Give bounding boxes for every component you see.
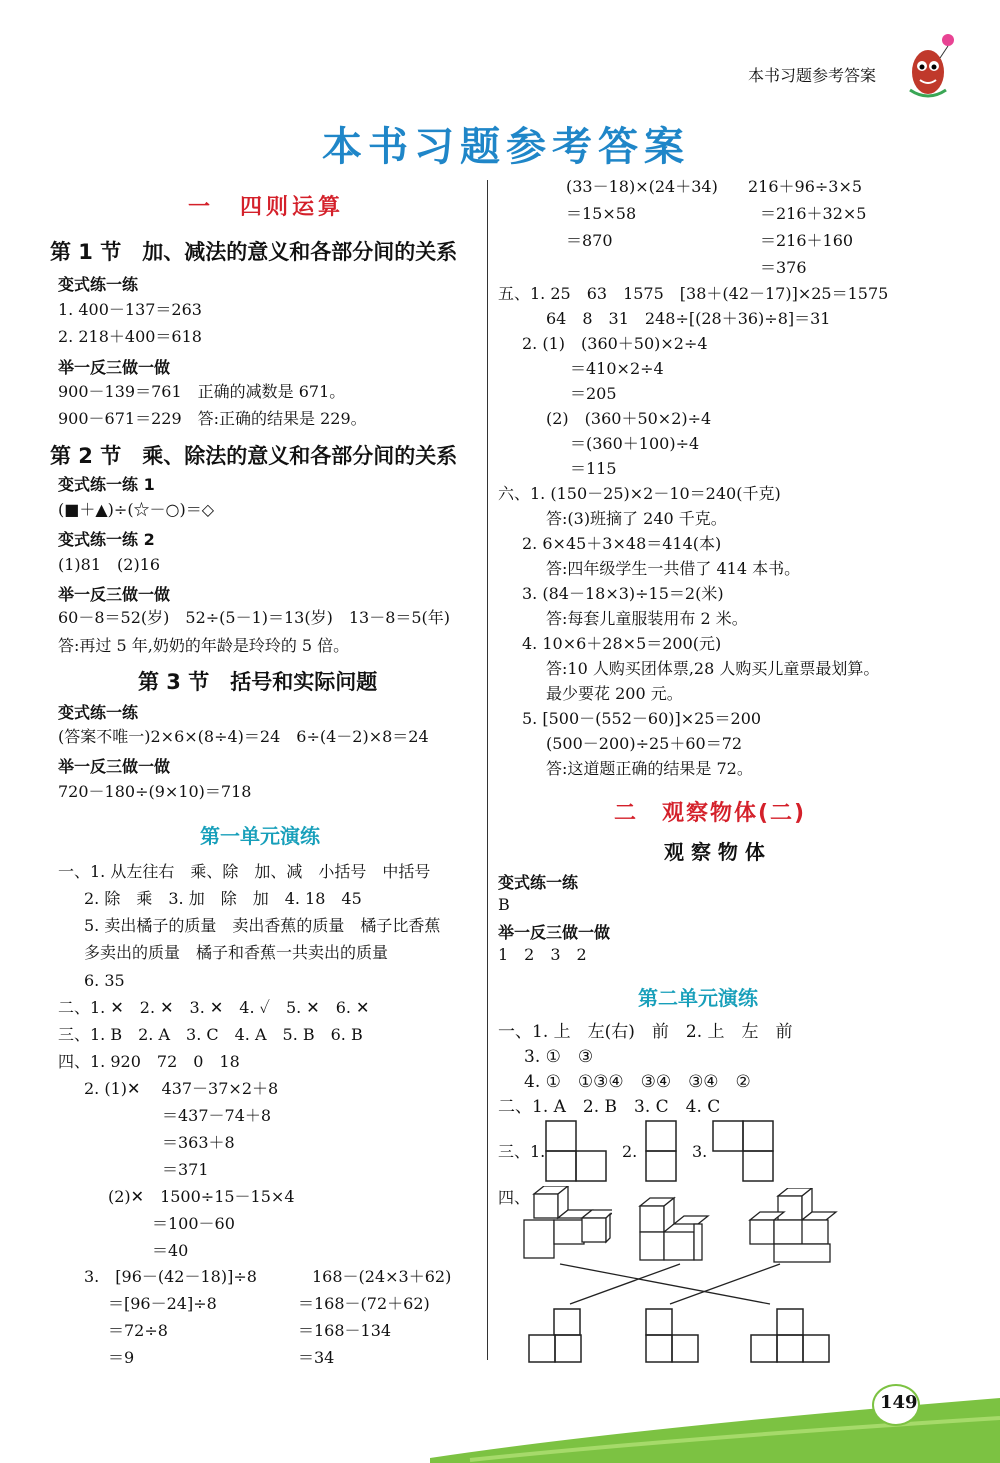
r-c3a: ＝870: [566, 231, 613, 250]
u1-row14: ＝100－60: [152, 1214, 235, 1233]
r-w4: ＝410×2÷4: [570, 359, 664, 378]
u2-row3: 4. ① ①③④ ③④ ③④ ②: [524, 1072, 751, 1092]
unit1-drill-heading: 第一单元演练: [200, 824, 320, 848]
r-c2b: ＝216＋32×5: [760, 204, 867, 223]
s2-label1: 变式练一练 1: [58, 475, 155, 494]
cube-stack-3: [748, 1188, 838, 1266]
r-w3: 2. (1) (360＋50)×2÷4: [522, 334, 708, 353]
section3-heading: 第 3 节 括号和实际问题: [138, 670, 378, 694]
r-w6: (2) (360＋50×2)÷4: [546, 409, 712, 428]
u1-row13: (2)✕ 1500÷15－15×4: [108, 1187, 295, 1206]
r-x10: 5. [500－(552－60)]×25＝200: [522, 709, 762, 728]
u2-row5: 三、1.: [498, 1142, 546, 1161]
r-x2: 答:(3)班摘了 240 千克。: [546, 509, 727, 528]
r-x12: 答:这道题正确的结果是 72。: [546, 759, 753, 778]
cube-stack-2: [638, 1196, 728, 1266]
r-c4b: ＝376: [760, 258, 807, 277]
u1-row18b: ＝168－134: [298, 1321, 392, 1340]
s1-label1: 变式练一练: [58, 275, 139, 294]
u2-row6: 2.: [622, 1142, 638, 1161]
obs-label1: 变式练一练: [498, 873, 579, 892]
u1-row3: 5. 卖出橘子的质量 卖出香蕉的质量 橘子比香蕉: [84, 916, 441, 935]
u1-row7: 三、1. B 2. A 3. C 4. A 5. B 6. B: [58, 1025, 363, 1044]
r-x3: 2. 6×45＋3×48＝414(本): [522, 534, 722, 553]
r-c3b: ＝216＋160: [760, 231, 854, 250]
u1-row16b: 168－(24×3＋62): [312, 1267, 452, 1286]
r-x6: 答:每套儿童服装用布 2 米。: [546, 609, 748, 628]
r-w7: ＝(360＋100)÷4: [570, 434, 700, 453]
running-title: 本书习题参考答案: [748, 66, 877, 85]
r-x4: 答:四年级学生一共借了 414 本书。: [546, 559, 801, 578]
bottom-view-2: [645, 1308, 727, 1364]
u1-row4: 多卖出的质量 橘子和香蕉一共卖出的质量: [84, 943, 389, 962]
u1-row15: ＝40: [152, 1241, 189, 1260]
s2-label2: 变式练一练 2: [58, 530, 155, 549]
s3-label1: 变式练一练: [58, 703, 139, 722]
r-x1: 六、1. (150－25)×2－10＝240(千克): [498, 484, 781, 503]
u1-row8: 四、1. 920 72 0 18: [58, 1052, 240, 1071]
s2-ans3: 60－8＝52(岁) 52÷(5－1)＝13(岁) 13－8＝5(年): [58, 608, 451, 627]
s2-label3: 举一反三做一做: [58, 585, 171, 604]
r-x7: 4. 10×6＋28×5＝200(元): [522, 634, 722, 653]
u1-row6: 二、1. ✕ 2. ✕ 3. ✕ 4. ✓ 5. ✕ 6. ✕: [58, 998, 370, 1017]
r-w8: ＝115: [570, 459, 617, 478]
r-w5: ＝205: [570, 384, 617, 403]
s3-ans1: (答案不唯一)2×6×(8÷4)＝24 6÷(4－2)×8＝24: [58, 727, 429, 746]
mascot-icon: [900, 30, 960, 100]
section2-heading: 第 2 节 乘、除法的意义和各部分间的关系: [50, 444, 458, 468]
s2-ans2: (1)81 (2)16: [58, 555, 161, 574]
section1-heading: 第 1 节 加、减法的意义和各部分间的关系: [50, 240, 458, 264]
r-x11: (500－200)÷25＋60＝72: [546, 734, 743, 753]
obs-ans2: 1 2 3 2: [498, 945, 587, 964]
page-number: 149: [880, 1392, 918, 1413]
page-title: 本书习题参考答案: [322, 124, 690, 170]
s1-ans2: 2. 218＋400＝618: [58, 327, 202, 346]
u2-row2: 3. ① ③: [524, 1047, 594, 1067]
r-x8: 答:10 人购买团体票,28 人购买儿童票最划算。: [546, 659, 880, 678]
u1-row12: ＝371: [162, 1160, 209, 1179]
s3-label2: 举一反三做一做: [58, 757, 171, 776]
cube-stack-1: [522, 1186, 612, 1261]
r-w1: 五、1. 25 63 1575 [38＋(42－17)]×25＝1575: [498, 284, 889, 303]
observe-heading: 观 察 物 体: [664, 840, 765, 864]
matching-lines: [550, 1262, 810, 1312]
u1-row16a: 3. [96－(42－18)]÷8: [84, 1267, 257, 1286]
u1-row17b: ＝168－(72＋62): [298, 1294, 430, 1313]
u1-row17a: ＝[96－24]÷8: [108, 1294, 217, 1313]
unit2-drill-heading: 第二单元演练: [638, 986, 758, 1010]
u1-row19b: ＝34: [298, 1348, 335, 1367]
r-c1b: 216＋96÷3×5: [748, 177, 863, 196]
bottom-view-3: [750, 1308, 832, 1364]
u1-row10: ＝437－74＋8: [162, 1106, 272, 1125]
bottom-view-1: [528, 1308, 610, 1364]
r-w2: 64 8 31 248÷[(28＋36)÷8]＝31: [546, 309, 831, 328]
r-c2a: ＝15×58: [566, 204, 637, 223]
u2-row4: 二、1. A 2. B 3. C 4. C: [498, 1097, 721, 1117]
s3-ans2: 720－180÷(9×10)＝718: [58, 782, 252, 801]
u1-row9: 2. (1)✕ 437－37×2＋8: [84, 1079, 279, 1098]
r-c1a: (33－18)×(24＋34): [566, 177, 718, 196]
s1-ans3: 900－139＝761 正确的减数是 671。: [58, 382, 346, 401]
u1-row2: 2. 除 乘 3. 加 除 加 4. 18 45: [84, 889, 362, 908]
view-figure-3: [712, 1120, 774, 1182]
s2-ans1: (■＋▲)÷(☆－○)＝◇: [58, 500, 215, 519]
view-figure-1: [545, 1120, 607, 1182]
u2-row8: 四、: [498, 1188, 531, 1207]
unit2-heading: 二 观察物体(二): [614, 801, 807, 826]
s2-ans4: 答:再过 5 年,奶奶的年龄是玲玲的 5 倍。: [58, 636, 350, 655]
r-x9: 最少要花 200 元。: [546, 684, 683, 703]
r-x5: 3. (84－18×3)÷15＝2(米): [522, 584, 724, 603]
s1-label2: 举一反三做一做: [58, 358, 171, 377]
s1-ans1: 1. 400－137＝263: [58, 300, 202, 319]
s1-ans4: 900－671＝229 答:正确的结果是 229。: [58, 409, 367, 428]
u1-row11: ＝363＋8: [162, 1133, 235, 1152]
u1-row19a: ＝9: [108, 1348, 135, 1367]
unit1-heading: 一 四则运算: [188, 195, 345, 220]
u1-row5: 6. 35: [84, 971, 125, 990]
obs-label2: 举一反三做一做: [498, 923, 611, 942]
column-divider: [487, 180, 488, 1360]
view-figure-2: [645, 1120, 677, 1182]
u1-row18a: ＝72÷8: [108, 1321, 168, 1340]
u1-row1: 一、1. 从左往右 乘、除 加、减 小括号 中括号: [58, 862, 431, 881]
u2-row7: 3.: [692, 1142, 708, 1161]
obs-ans1: B: [498, 895, 510, 914]
u2-row1: 一、1. 上 左(右) 前 2. 上 左 前: [498, 1022, 793, 1042]
